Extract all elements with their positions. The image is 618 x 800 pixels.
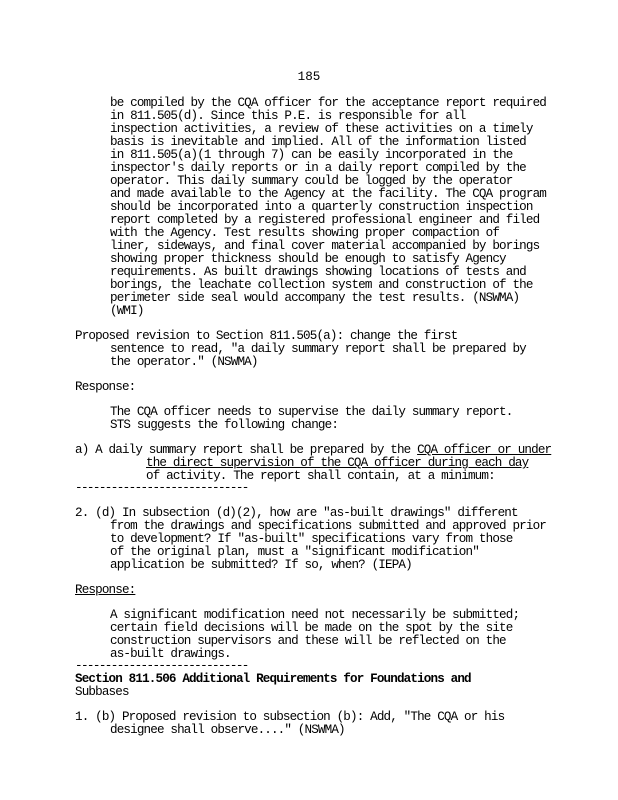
- text-line: application be submitted? If so, when? (IEPA): [110, 558, 412, 572]
- response-label: Response:: [75, 380, 136, 394]
- text-line: in 811.505(a)(1 through 7) can be easily incorporated in the: [110, 148, 513, 162]
- text-line: of activity. The report shall contain, at a minimum:: [146, 469, 495, 483]
- response-label: Response:: [75, 583, 136, 597]
- text-line: STS suggests the following change:: [110, 418, 339, 432]
- underlined-insertion: CQA officer or under: [417, 443, 552, 457]
- text-line: liner, sideways, and final cover material accompanied by borings: [110, 239, 540, 253]
- page-number: 185: [297, 70, 321, 84]
- text-line: designee shall observe...." (NSWMA): [110, 723, 345, 737]
- text-line: from the drawings and specifications submitted and approved prior: [110, 519, 546, 533]
- text-line: Proposed revision to Section 811.505(a): change the first: [75, 329, 458, 343]
- text-segment: a) A daily summary report shall be prepared by the: [75, 443, 418, 457]
- text-line: requirements. As built drawings showing locations of tests and: [110, 265, 526, 279]
- text-line: The CQA officer needs to supervise the daily summary report.: [110, 405, 513, 419]
- text-line: inspection activities, a review of these activities on a timely: [110, 122, 533, 136]
- text-line: to development? If "as-built" specifications vary from those: [110, 532, 513, 546]
- text-line: should be incorporated into a quarterly construction inspection: [110, 200, 533, 214]
- text-line: inspector's daily reports or in a daily report compiled by the: [110, 161, 526, 175]
- separator-line: -----------------------------: [75, 659, 248, 673]
- text-line: certain field decisions will be made on the spot by the site: [110, 621, 513, 635]
- text-line: with the Agency. Test results showing proper compaction of: [110, 226, 500, 240]
- text-line: (WMI): [110, 304, 144, 318]
- text-line: as-built drawings.: [110, 647, 231, 661]
- text-line: A significant modification need not necessarily be submitted;: [110, 608, 520, 622]
- text-line: in 811.505(d). Since this P.E. is responsible for all: [110, 109, 466, 123]
- text-line: construction supervisors and these will be reflected on the: [110, 634, 506, 648]
- text-line: borings, the leachate collection system and construction of the: [110, 278, 533, 292]
- text-line: sentence to read, "a daily summary report shall be prepared by: [110, 342, 526, 356]
- text-line: report completed by a registered professional engineer and filed: [110, 213, 540, 227]
- section-heading-continuation: Subbases: [75, 685, 129, 699]
- text-line: 2. (d) In subsection (d)(2), how are "as-built drawings" different: [75, 506, 518, 520]
- text-line: perimeter side seal would accompany the test results. (NSWMA): [110, 291, 520, 305]
- text-line: showing proper thickness should be enough to satisfy Agency: [110, 252, 506, 266]
- text-line: and made available to the Agency at the facility. The CQA program: [110, 187, 546, 201]
- text-line: the operator." (NSWMA): [110, 355, 258, 369]
- underlined-insertion: the direct supervision of the CQA officer during each day: [146, 456, 529, 470]
- text-line: basis is inevitable and implied. All of the information listed: [110, 135, 526, 149]
- text-line: operator. This daily summary could be logged by the operator: [110, 174, 513, 188]
- text-line: 1. (b) Proposed revision to subsection (b): Add, "The CQA or his: [75, 710, 505, 724]
- text-line: of the original plan, must a "significant modification": [110, 545, 479, 559]
- separator-line: -----------------------------: [75, 481, 248, 495]
- text-line: be compiled by the CQA officer for the acceptance report required: [110, 96, 546, 110]
- section-heading: Section 811.506 Additional Requirements for Foundations and: [75, 672, 471, 686]
